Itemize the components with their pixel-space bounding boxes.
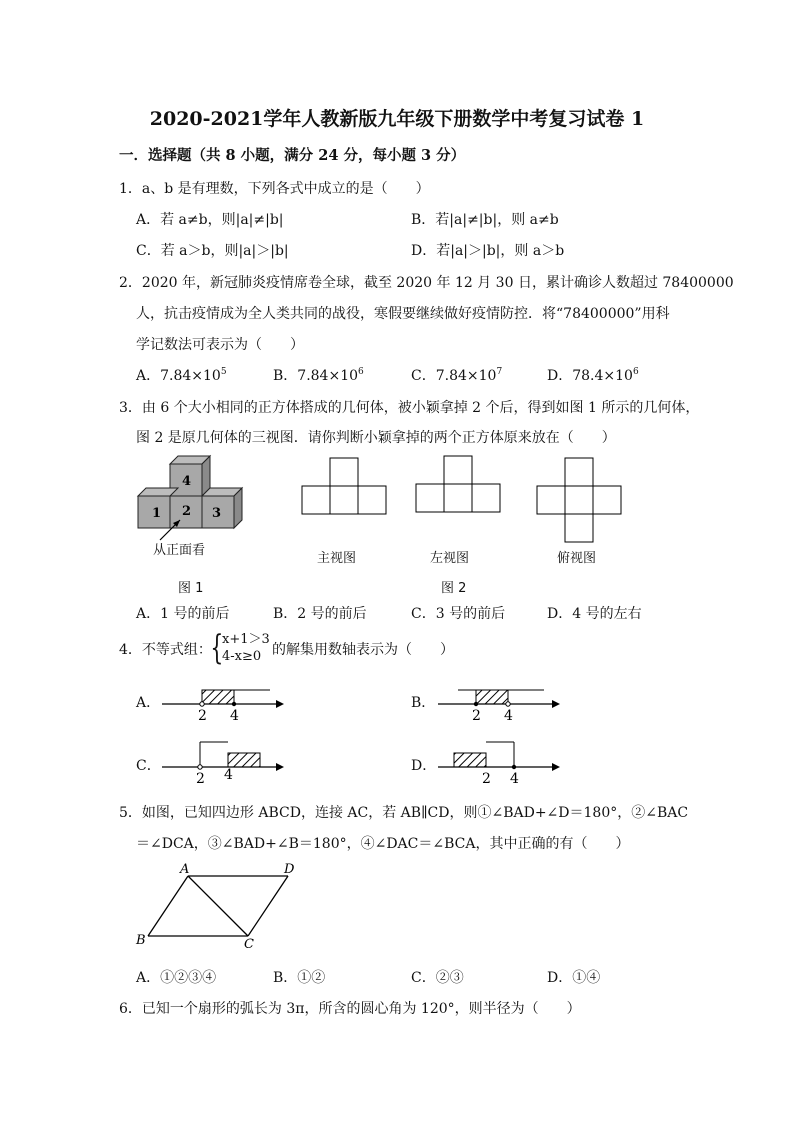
q1-stem: 1．a、b 是有理数，下列各式中成立的是（ ） [119,181,430,197]
q3-line-1: 3．由 6 个大小相同的正方体搭成的几何体，被小颖拿掉 2 个后，得到如图 1 所示的几何体， [119,400,700,416]
cube-label-3: 3 [212,506,222,521]
q5-option-d: D．①④ [547,970,601,986]
q4-option-c-label: C． [136,758,161,774]
view-left [414,454,504,516]
q1-option-c: C．若 a＞b，则|a|＞|b| [136,243,289,259]
q2-line-3: 学记数法可表示为（ ） [136,337,304,353]
q5-option-b: B．①② [273,970,326,986]
q3-line-2: 图 2 是原几何体的三视图．请你判断小颖拿掉的两个正方体原来放在（ ） [136,430,616,446]
view-top [535,456,625,546]
view-main [300,456,390,518]
tick-2: 2 [482,771,491,786]
q6-stem: 6．已知一个扇形的弧长为 3π，所含的圆心角为 120°，则半径为（ ） [119,1001,581,1017]
front-view-note: 从正面看 [153,543,206,558]
q2-option-d: D．$78.4\times 10^6$ [547,367,639,384]
q4-stem-prefix: 4．不等式组： [119,642,212,658]
q5-line-1: 5．如图，已知四边形 ABCD，连接 AC，若 AB∥CD，则①∠BAD+∠D＝180°，②∠BAC [119,805,689,821]
q2-line-1: 2．2020 年，新冠肺炎疫情席卷全球，截至 2020 年 12 月 30 日，累计确诊人数超过 78400000 [119,275,734,291]
point-c: C [244,937,254,952]
q1-option-d: D．若|a|＞|b|，则 a＞b [411,243,565,259]
q5-line-2: ＝∠DCA，③∠BAD+∠B＝180°，④∠DAC＝∠BCA，其中正确的有（ ） [136,836,630,852]
point-b: B [136,933,146,948]
q3-option-a: A．1 号的前后 [136,606,230,622]
section-heading: 一．选择题（共 8 小题，满分 24 分，每小题 3 分） [119,147,466,164]
q2-option-a: A．$7.84\times 10^5$ [136,367,227,384]
tick-2: 2 [198,708,207,724]
point-d: D [284,862,295,877]
q4-option-d-numberline [436,738,566,786]
q1-option-b: B．若|a|≠|b|，则 a≠b [411,212,559,228]
tick-2: 2 [196,771,205,786]
q4-option-c-numberline [160,738,290,786]
inequality-2: 4-x≥0 [222,649,262,664]
q4-option-d-label: D． [411,758,437,774]
cube-label-2: 2 [182,504,192,519]
tick-4: 4 [510,771,519,786]
q4-option-a-numberline [160,676,290,724]
q5-option-c: C．②③ [411,970,464,986]
figure-2-caption: 图 2 [441,581,467,596]
q2-option-b: B．$7.84\times 10^6$ [273,367,364,384]
q4-option-b-numberline [436,676,566,724]
q4-stem-suffix: 的解集用数轴表示为（ ） [272,642,454,658]
q5-quadrilateral-figure [132,860,302,952]
inequality-1: x+1＞3 [222,632,270,647]
figure-1-cubes [130,452,250,587]
q1-option-a: A．若 a≠b，则|a|≠|b| [136,212,284,228]
q5-option-a: A．①②③④ [136,970,217,986]
cube-label-1: 1 [152,506,162,521]
tick-4: 4 [230,708,239,724]
q3-option-c: C．3 号的前后 [411,606,506,622]
cube-label-4: 4 [182,474,192,489]
q4-option-b-label: B． [411,695,436,711]
figure-1-caption: 图 1 [178,581,204,596]
q2-option-c: C．$7.84\times 10^7$ [411,367,503,384]
view-top-label: 俯视图 [557,551,597,566]
system-brace: { [210,628,224,668]
tick-2: 2 [472,708,481,724]
q2-line-2: 人，抗击疫情成为全人类共同的战役，寒假要继续做好疫情防控．将“78400000”用科 [136,306,670,322]
view-main-label: 主视图 [317,551,357,566]
q3-option-b: B．2 号的前后 [273,606,367,622]
tick-4: 4 [504,708,513,724]
point-a: A [180,862,190,877]
page-title: 2020-2021学年人教新版九年级下册数学中考复习试卷 1 [149,108,645,130]
view-left-label: 左视图 [430,551,470,566]
tick-4: 4 [224,767,233,783]
q3-option-d: D．4 号的左右 [547,606,642,622]
q4-option-a-label: A． [136,695,161,711]
